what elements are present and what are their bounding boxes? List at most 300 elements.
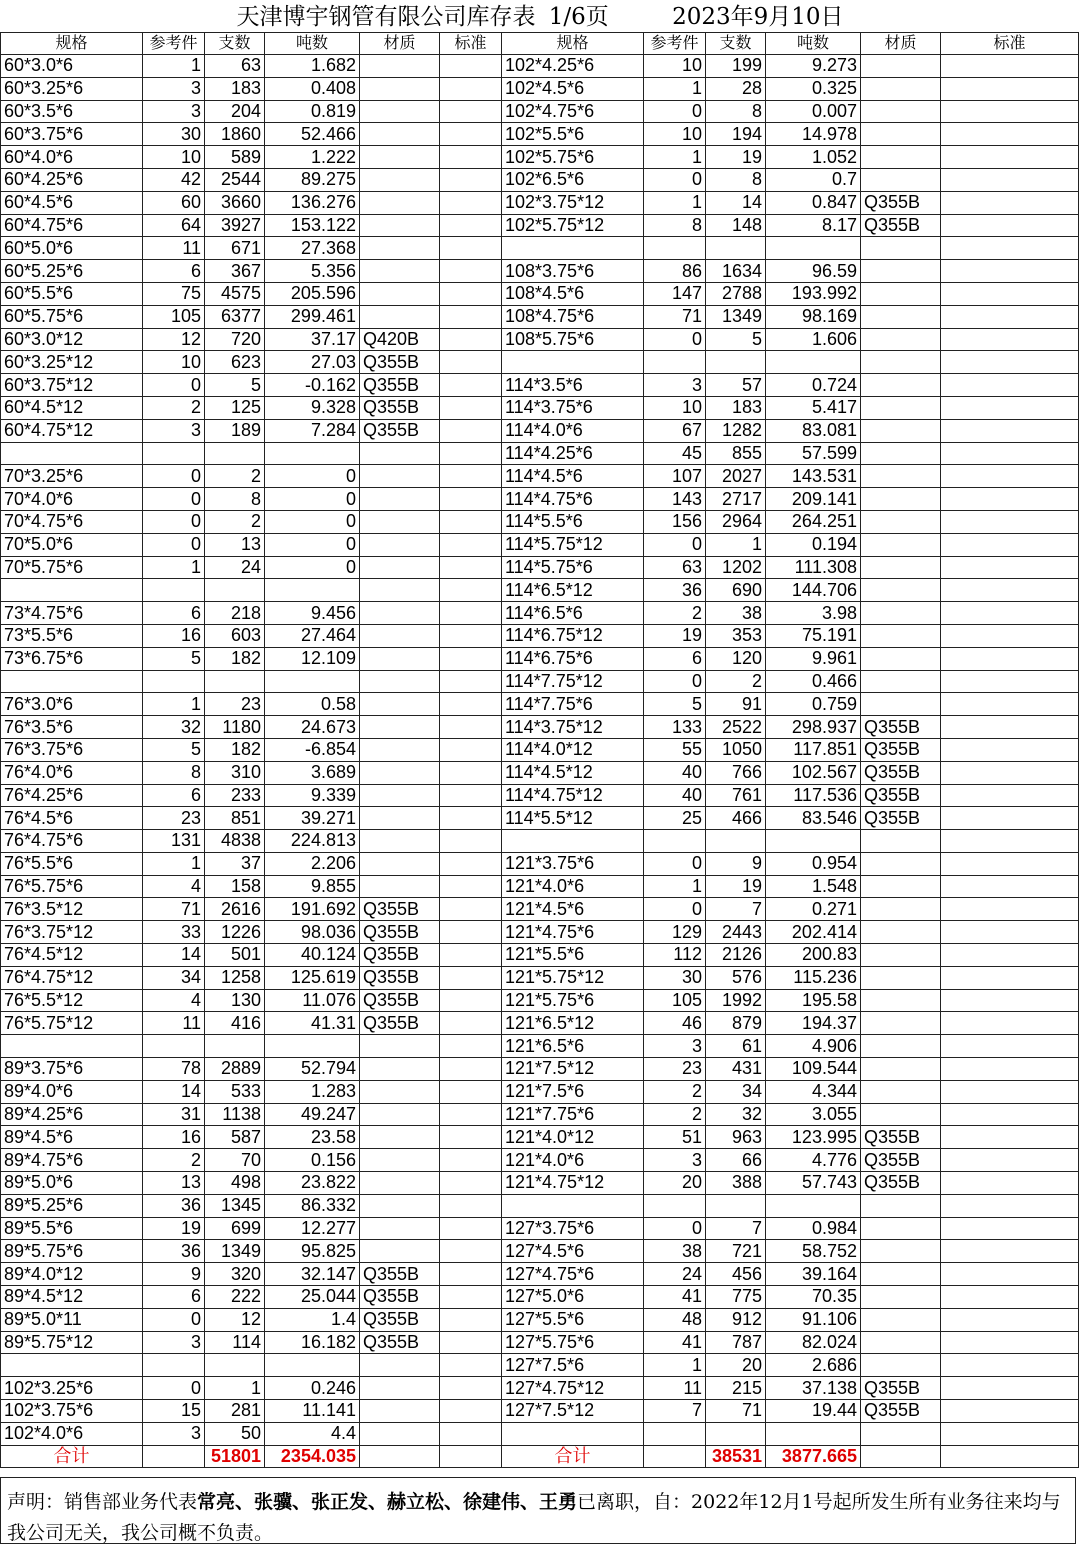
material-cell: [360, 1080, 440, 1103]
piece-count-cell: 204: [205, 100, 265, 123]
ref-count-cell: 75: [143, 282, 205, 305]
tonnage-cell: 1.052: [766, 146, 861, 169]
table-row: [1, 123, 1079, 146]
tonnage-cell: 12.277: [265, 1217, 360, 1240]
spec-cell: [502, 351, 644, 374]
spec-cell: 121*5.5*6: [502, 944, 644, 967]
table-row: [1, 260, 1079, 283]
piece-count-cell: 5: [706, 328, 766, 351]
piece-count-cell: 603: [205, 624, 265, 647]
tonnage-cell: 0.819: [265, 100, 360, 123]
table-row: [1, 1217, 1079, 1240]
tonnage-cell: 264.251: [766, 510, 861, 533]
ref-count-cell: [644, 351, 706, 374]
spec-cell: 89*5.75*12: [1, 1331, 143, 1354]
piece-count-cell: 233: [205, 784, 265, 807]
spec-cell: 76*4.75*6: [1, 830, 143, 853]
material-cell: Q355B: [861, 214, 941, 237]
standard-cell: [941, 1058, 1079, 1081]
piece-count-cell: 218: [205, 602, 265, 625]
ref-count-cell: 8: [143, 761, 205, 784]
ref-count-cell: 32: [143, 716, 205, 739]
standard-cell: [941, 921, 1079, 944]
tonnage-cell: 83.546: [766, 807, 861, 830]
ref-count-cell: [644, 1422, 706, 1445]
ref-count-cell: 133: [644, 716, 706, 739]
standard-cell: [440, 761, 502, 784]
tonnage-cell: 9.855: [265, 875, 360, 898]
standard-cell: [941, 214, 1079, 237]
standard-cell: [440, 237, 502, 260]
standard-cell: [440, 77, 502, 100]
piece-count-cell: 66: [706, 1149, 766, 1172]
ref-count-cell: 13: [143, 1172, 205, 1195]
tonnage-cell: 57.599: [766, 442, 861, 465]
standard-cell: [941, 602, 1079, 625]
table-row: [1, 533, 1079, 556]
material-cell: [360, 1400, 440, 1423]
ref-count-cell: 38: [644, 1240, 706, 1263]
table-row: [1, 146, 1079, 169]
standard-cell: [941, 1194, 1079, 1217]
tonnage-cell: 0.325: [766, 77, 861, 100]
table-row: [1, 214, 1079, 237]
material-cell: [360, 807, 440, 830]
tonnage-cell: 123.995: [766, 1126, 861, 1149]
table-row: [1, 1012, 1079, 1035]
table-row: [1, 898, 1079, 921]
piece-count-cell: 671: [205, 237, 265, 260]
material-cell: [360, 1149, 440, 1172]
piece-count-cell: 183: [205, 77, 265, 100]
spec-cell: 102*3.25*6: [1, 1377, 143, 1400]
piece-count-cell: 19: [706, 146, 766, 169]
piece-count-cell: 34: [706, 1080, 766, 1103]
standard-cell: [440, 214, 502, 237]
material-cell: [861, 1240, 941, 1263]
tonnage-cell: 209.141: [766, 488, 861, 511]
spec-cell: 89*4.5*6: [1, 1126, 143, 1149]
tonnage-cell: 0.194: [766, 533, 861, 556]
standard-cell: [941, 738, 1079, 761]
piece-count-cell: 8: [706, 100, 766, 123]
table-row: [1, 305, 1079, 328]
piece-count-cell: 158: [205, 875, 265, 898]
ref-count-cell: 11: [143, 1012, 205, 1035]
piece-count-cell: 2: [205, 510, 265, 533]
material-cell: [360, 738, 440, 761]
standard-cell: [941, 1012, 1079, 1035]
table-row: [1, 716, 1079, 739]
table-row: [1, 442, 1079, 465]
standard-cell: [440, 1354, 502, 1377]
spec-cell: [1, 442, 143, 465]
standard-cell: [440, 1035, 502, 1058]
standard-cell: [941, 237, 1079, 260]
ref-count-cell: 78: [143, 1058, 205, 1081]
standard-cell: [440, 1240, 502, 1263]
piece-count-cell: 6377: [205, 305, 265, 328]
ref-count-cell: 0: [143, 1377, 205, 1400]
ref-count-cell: 10: [644, 123, 706, 146]
material-cell: [360, 602, 440, 625]
material-cell: Q355B: [360, 898, 440, 921]
spec-cell: 60*4.25*6: [1, 168, 143, 191]
piece-count-cell: 24: [205, 556, 265, 579]
piece-count-cell: [205, 1354, 265, 1377]
tonnage-cell: [265, 1035, 360, 1058]
standard-cell: [440, 442, 502, 465]
inventory-table: [0, 32, 1079, 1468]
tonnage-cell: 49.247: [265, 1103, 360, 1126]
spec-cell: 114*7.75*6: [502, 693, 644, 716]
spec-cell: 60*4.75*12: [1, 419, 143, 442]
table-row: [1, 670, 1079, 693]
standard-cell: [440, 830, 502, 853]
material-cell: [861, 100, 941, 123]
material-cell: Q355B: [360, 1263, 440, 1286]
page-title: [0, 0, 1080, 32]
tonnage-cell: 7.284: [265, 419, 360, 442]
material-cell: Q355B: [360, 1331, 440, 1354]
standard-cell: [440, 1172, 502, 1195]
standard-cell: [941, 761, 1079, 784]
ref-count-cell: 0: [644, 852, 706, 875]
material-cell: [861, 351, 941, 374]
piece-count-cell: 71: [706, 1400, 766, 1423]
ref-count-cell: 3: [143, 419, 205, 442]
spec-cell: 114*7.75*12: [502, 670, 644, 693]
standard-cell: [440, 670, 502, 693]
tonnage-cell: 202.414: [766, 921, 861, 944]
material-cell: Q355B: [360, 1012, 440, 1035]
tonnage-cell: 4.344: [766, 1080, 861, 1103]
ref-count-cell: 24: [644, 1263, 706, 1286]
table-row: [1, 510, 1079, 533]
tonnage-cell: 23.822: [265, 1172, 360, 1195]
ref-count-cell: 40: [644, 761, 706, 784]
standard-cell: [440, 647, 502, 670]
table-row: [1, 1103, 1079, 1126]
material-cell: [861, 1422, 941, 1445]
tonnage-cell: 96.59: [766, 260, 861, 283]
spec-cell: 121*6.5*12: [502, 1012, 644, 1035]
total-tons: 2354.035: [265, 1445, 360, 1468]
material-cell: [360, 1126, 440, 1149]
ref-count-cell: 42: [143, 168, 205, 191]
tonnage-cell: 4.4: [265, 1422, 360, 1445]
material-cell: [360, 784, 440, 807]
ref-count-cell: 33: [143, 921, 205, 944]
col-header: 标准: [440, 33, 502, 55]
piece-count-cell: 721: [706, 1240, 766, 1263]
material-cell: [861, 1331, 941, 1354]
material-cell: Q355B: [861, 1400, 941, 1423]
standard-cell: [440, 1286, 502, 1309]
material-cell: [360, 465, 440, 488]
piece-count-cell: 5: [205, 374, 265, 397]
standard-cell: [941, 556, 1079, 579]
material-cell: [861, 647, 941, 670]
spec-cell: 60*3.25*6: [1, 77, 143, 100]
piece-count-cell: 589: [205, 146, 265, 169]
material-cell: Q355B: [861, 1126, 941, 1149]
tonnage-cell: 4.776: [766, 1149, 861, 1172]
standard-cell: [440, 944, 502, 967]
spec-cell: [502, 830, 644, 853]
spec-cell: 60*3.0*12: [1, 328, 143, 351]
standard-cell: [440, 807, 502, 830]
disclaimer-notice: [0, 1477, 1076, 1544]
notice-names: 常亮、张骥、张正发、赫立松、徐建伟、王勇: [197, 1491, 578, 1513]
spec-cell: 102*4.5*6: [502, 77, 644, 100]
ref-count-cell: 25: [644, 807, 706, 830]
ref-count-cell: 12: [143, 328, 205, 351]
material-cell: [360, 100, 440, 123]
spec-cell: 70*5.75*6: [1, 556, 143, 579]
ref-count-cell: 0: [644, 670, 706, 693]
material-cell: [861, 1217, 941, 1240]
ref-count-cell: 71: [143, 898, 205, 921]
material-cell: Q355B: [360, 419, 440, 442]
standard-cell: [440, 374, 502, 397]
standard-cell: [941, 624, 1079, 647]
standard-cell: [941, 1217, 1079, 1240]
piece-count-cell: 32: [706, 1103, 766, 1126]
material-cell: [861, 966, 941, 989]
ref-count-cell: 0: [143, 1308, 205, 1331]
ref-count-cell: 23: [143, 807, 205, 830]
tonnage-cell: 27.03: [265, 351, 360, 374]
piece-count-cell: 855: [706, 442, 766, 465]
material-cell: [360, 123, 440, 146]
spec-cell: 73*6.75*6: [1, 647, 143, 670]
piece-count-cell: 388: [706, 1172, 766, 1195]
table-row: [1, 1308, 1079, 1331]
table-row: [1, 921, 1079, 944]
tonnage-cell: 144.706: [766, 579, 861, 602]
ref-count-cell: 129: [644, 921, 706, 944]
standard-cell: [440, 55, 502, 78]
ref-count-cell: 1: [143, 852, 205, 875]
tonnage-cell: 0.954: [766, 852, 861, 875]
table-row: [1, 1149, 1079, 1172]
standard-cell: [440, 396, 502, 419]
ref-count-cell: 6: [143, 1286, 205, 1309]
spec-cell: 76*5.75*12: [1, 1012, 143, 1035]
ref-count-cell: 5: [143, 738, 205, 761]
tonnage-cell: 37.138: [766, 1377, 861, 1400]
tonnage-cell: 195.58: [766, 989, 861, 1012]
piece-count-cell: 7: [706, 898, 766, 921]
tonnage-cell: 95.825: [265, 1240, 360, 1263]
table-row: [1, 1354, 1079, 1377]
table-row: [1, 875, 1079, 898]
standard-cell: [440, 1194, 502, 1217]
tonnage-cell: 0.759: [766, 693, 861, 716]
standard-cell: [941, 1377, 1079, 1400]
tonnage-cell: 205.596: [265, 282, 360, 305]
table-row: [1, 419, 1079, 442]
tonnage-cell: [766, 830, 861, 853]
ref-count-cell: 131: [143, 830, 205, 853]
piece-count-cell: 2889: [205, 1058, 265, 1081]
spec-cell: 121*7.75*6: [502, 1103, 644, 1126]
material-cell: Q355B: [861, 191, 941, 214]
piece-count-cell: 1258: [205, 966, 265, 989]
standard-cell: [941, 670, 1079, 693]
col-header: 规格: [1, 33, 143, 55]
material-cell: Q355B: [861, 716, 941, 739]
spec-cell: 89*4.0*12: [1, 1263, 143, 1286]
standard-cell: [941, 305, 1079, 328]
standard-cell: [941, 1331, 1079, 1354]
material-cell: [861, 55, 941, 78]
spec-cell: 70*4.75*6: [1, 510, 143, 533]
spec-cell: 76*3.75*12: [1, 921, 143, 944]
tonnage-cell: 0: [265, 533, 360, 556]
ref-count-cell: 3: [644, 1149, 706, 1172]
material-cell: [861, 602, 941, 625]
piece-count-cell: 7: [706, 1217, 766, 1240]
piece-count-cell: [205, 670, 265, 693]
spec-cell: 89*4.25*6: [1, 1103, 143, 1126]
tonnage-cell: 70.35: [766, 1286, 861, 1309]
tonnage-cell: 40.124: [265, 944, 360, 967]
ref-count-cell: 156: [644, 510, 706, 533]
ref-count-cell: 5: [143, 647, 205, 670]
table-row: [1, 602, 1079, 625]
spec-cell: 114*4.0*12: [502, 738, 644, 761]
tonnage-cell: 8.17: [766, 214, 861, 237]
tonnage-cell: 2.686: [766, 1354, 861, 1377]
material-cell: Q355B: [360, 374, 440, 397]
piece-count-cell: 20: [706, 1354, 766, 1377]
standard-cell: [941, 1286, 1079, 1309]
spec-cell: 121*4.0*6: [502, 875, 644, 898]
piece-count-cell: 879: [706, 1012, 766, 1035]
tonnage-cell: 3.055: [766, 1103, 861, 1126]
tonnage-cell: 0.156: [265, 1149, 360, 1172]
ref-count-cell: 41: [644, 1286, 706, 1309]
tonnage-cell: 9.456: [265, 602, 360, 625]
tonnage-cell: 117.536: [766, 784, 861, 807]
standard-cell: [440, 465, 502, 488]
standard-cell: [440, 989, 502, 1012]
piece-count-cell: [706, 830, 766, 853]
standard-cell: [941, 260, 1079, 283]
spec-cell: 121*4.75*6: [502, 921, 644, 944]
standard-cell: [440, 1400, 502, 1423]
spec-cell: 127*7.5*12: [502, 1400, 644, 1423]
material-cell: [861, 944, 941, 967]
piece-count-cell: [706, 237, 766, 260]
piece-count-cell: 215: [706, 1377, 766, 1400]
piece-count-cell: 2616: [205, 898, 265, 921]
empty-cell: [440, 1445, 502, 1468]
spec-cell: 102*5.5*6: [502, 123, 644, 146]
ref-count-cell: 45: [644, 442, 706, 465]
tonnage-cell: [265, 670, 360, 693]
ref-count-cell: 7: [644, 1400, 706, 1423]
spec-cell: 60*4.75*6: [1, 214, 143, 237]
spec-cell: 114*4.75*12: [502, 784, 644, 807]
table-row: [1, 168, 1079, 191]
tonnage-cell: 125.619: [265, 966, 360, 989]
standard-cell: [440, 738, 502, 761]
standard-cell: [440, 602, 502, 625]
table-row: [1, 282, 1079, 305]
col-header: 材质: [861, 33, 941, 55]
standard-cell: [440, 875, 502, 898]
ref-count-cell: 64: [143, 214, 205, 237]
spec-cell: 121*3.75*6: [502, 852, 644, 875]
tonnage-cell: 299.461: [265, 305, 360, 328]
spec-cell: 121*7.5*6: [502, 1080, 644, 1103]
piece-count-cell: 28: [706, 77, 766, 100]
material-cell: [360, 1103, 440, 1126]
ref-count-cell: 46: [644, 1012, 706, 1035]
tonnage-cell: 191.692: [265, 898, 360, 921]
empty-cell: [941, 1445, 1079, 1468]
tonnage-cell: 5.417: [766, 396, 861, 419]
material-cell: Q355B: [360, 966, 440, 989]
tonnage-cell: 83.081: [766, 419, 861, 442]
total-count: 51801: [205, 1445, 265, 1468]
tonnage-cell: 193.992: [766, 282, 861, 305]
piece-count-cell: [706, 351, 766, 374]
tonnage-cell: 3.98: [766, 602, 861, 625]
material-cell: Q355B: [861, 784, 941, 807]
spec-cell: [1, 1035, 143, 1058]
table-row: [1, 1400, 1079, 1423]
ref-count-cell: 14: [143, 1080, 205, 1103]
tonnage-cell: 32.147: [265, 1263, 360, 1286]
ref-count-cell: 10: [143, 351, 205, 374]
piece-count-cell: 2126: [706, 944, 766, 967]
material-cell: [861, 556, 941, 579]
table-row: [1, 351, 1079, 374]
total-count: 38531: [706, 1445, 766, 1468]
standard-cell: [941, 396, 1079, 419]
spec-cell: 127*5.75*6: [502, 1331, 644, 1354]
ref-count-cell: 3: [143, 100, 205, 123]
ref-count-cell: [644, 237, 706, 260]
ref-count-cell: 3: [644, 1035, 706, 1058]
tonnage-cell: 1.548: [766, 875, 861, 898]
material-cell: [861, 260, 941, 283]
tonnage-cell: 115.236: [766, 966, 861, 989]
tonnage-cell: 11.076: [265, 989, 360, 1012]
piece-count-cell: 4838: [205, 830, 265, 853]
tonnage-cell: 1.682: [265, 55, 360, 78]
ref-count-cell: 9: [143, 1263, 205, 1286]
piece-count-cell: 8: [706, 168, 766, 191]
ref-count-cell: 6: [143, 260, 205, 283]
table-row: [1, 1058, 1079, 1081]
table-row: [1, 852, 1079, 875]
table-row: [1, 1331, 1079, 1354]
material-cell: [861, 168, 941, 191]
piece-count-cell: 2: [706, 670, 766, 693]
ref-count-cell: 0: [143, 465, 205, 488]
empty-cell: [644, 1445, 706, 1468]
piece-count-cell: 367: [205, 260, 265, 283]
material-cell: [360, 214, 440, 237]
spec-cell: 121*6.5*6: [502, 1035, 644, 1058]
col-header: 支数: [706, 33, 766, 55]
piece-count-cell: 690: [706, 579, 766, 602]
